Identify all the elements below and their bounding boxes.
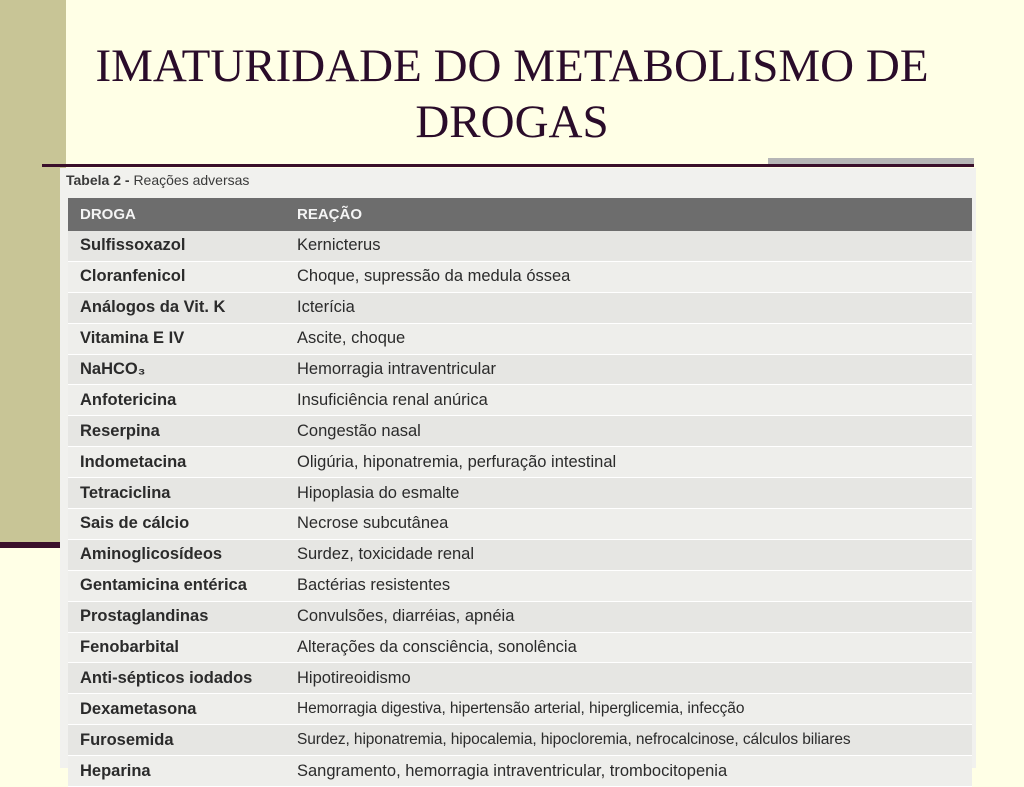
drug-cell: Anfotericina — [68, 385, 285, 416]
table-header-row — [68, 198, 972, 231]
reaction-cell: Ascite, choque — [285, 323, 972, 354]
table-caption — [66, 172, 249, 188]
drug-cell: Gentamicina entérica — [68, 570, 285, 601]
reaction-cell: Hipoplasia do esmalte — [285, 478, 972, 509]
table-caption-label: Tabela 2 - — [66, 172, 130, 188]
reaction-cell: Necrose subcutânea — [285, 509, 972, 540]
drug-cell: Aminoglicosídeos — [68, 539, 285, 570]
reaction-cell: Insuficiência renal anúrica — [285, 385, 972, 416]
drug-cell: Anti-sépticos iodados — [68, 663, 285, 694]
table-row — [68, 632, 972, 663]
reaction-cell: Oligúria, hiponatremia, perfuração intestinal — [285, 447, 972, 478]
reaction-cell: Hemorragia digestiva, hipertensão arterial, hiperglicemia, infecção — [285, 694, 972, 725]
reaction-cell: Surdez, toxicidade renal — [285, 539, 972, 570]
reaction-cell: Kernicterus — [285, 231, 972, 261]
table-row — [68, 570, 972, 601]
table-caption-text: Reações adversas — [133, 172, 250, 188]
drug-cell: Análogos da Vit. K — [68, 292, 285, 323]
reaction-cell: Alterações da consciência, sonolência — [285, 632, 972, 663]
scanned-table-image — [60, 168, 976, 780]
table-row — [68, 261, 972, 292]
reaction-cell: Hemorragia intraventricular — [285, 354, 972, 385]
drug-cell: Reserpina — [68, 416, 285, 447]
table-row — [68, 385, 972, 416]
table-row — [68, 725, 972, 756]
drug-cell: Indometacina — [68, 447, 285, 478]
reaction-cell: Choque, supressão da medula óssea — [285, 261, 972, 292]
drug-cell: Tetraciclina — [68, 478, 285, 509]
table-row — [68, 231, 972, 261]
drug-cell: Cloranfenicol — [68, 261, 285, 292]
title-rule — [42, 164, 974, 167]
drug-cell: NaHCO₃ — [68, 354, 285, 385]
table-row — [68, 663, 972, 694]
drug-cell: Fenobarbital — [68, 632, 285, 663]
reaction-cell: Surdez, hiponatremia, hipocalemia, hipocloremia, nefrocalcinose, cálculos biliares — [285, 725, 972, 756]
drug-cell: Dexametasona — [68, 694, 285, 725]
drug-cell: Furosemida — [68, 725, 285, 756]
reaction-cell: Sangramento, hemorragia intraventricular, trombocitopenia — [285, 756, 972, 787]
table-row — [68, 323, 972, 354]
left-accent-rule — [0, 542, 66, 548]
reaction-cell: Hipotireoidismo — [285, 663, 972, 694]
header-reacao: REAÇÃO — [285, 198, 972, 231]
table-row — [68, 416, 972, 447]
table-row — [68, 694, 972, 725]
table-row — [68, 509, 972, 540]
adverse-reactions-table — [68, 198, 972, 787]
reaction-cell: Icterícia — [285, 292, 972, 323]
reaction-cell: Congestão nasal — [285, 416, 972, 447]
table-row — [68, 756, 972, 787]
slide-title: IMATURIDADE DO METABOLISMO DE DROGAS — [95, 40, 929, 148]
table-row — [68, 292, 972, 323]
drug-cell: Sulfissoxazol — [68, 231, 285, 261]
table-row — [68, 447, 972, 478]
table-row — [68, 354, 972, 385]
table-row — [68, 601, 972, 632]
reaction-cell: Convulsões, diarréias, apnéia — [285, 601, 972, 632]
drug-cell: Heparina — [68, 756, 285, 787]
reaction-cell: Bactérias resistentes — [285, 570, 972, 601]
drug-cell: Vitamina E IV — [68, 323, 285, 354]
drug-cell: Sais de cálcio — [68, 509, 285, 540]
table-row — [68, 539, 972, 570]
drug-cell: Prostaglandinas — [68, 601, 285, 632]
header-droga: DROGA — [68, 198, 285, 231]
table-row — [68, 478, 972, 509]
